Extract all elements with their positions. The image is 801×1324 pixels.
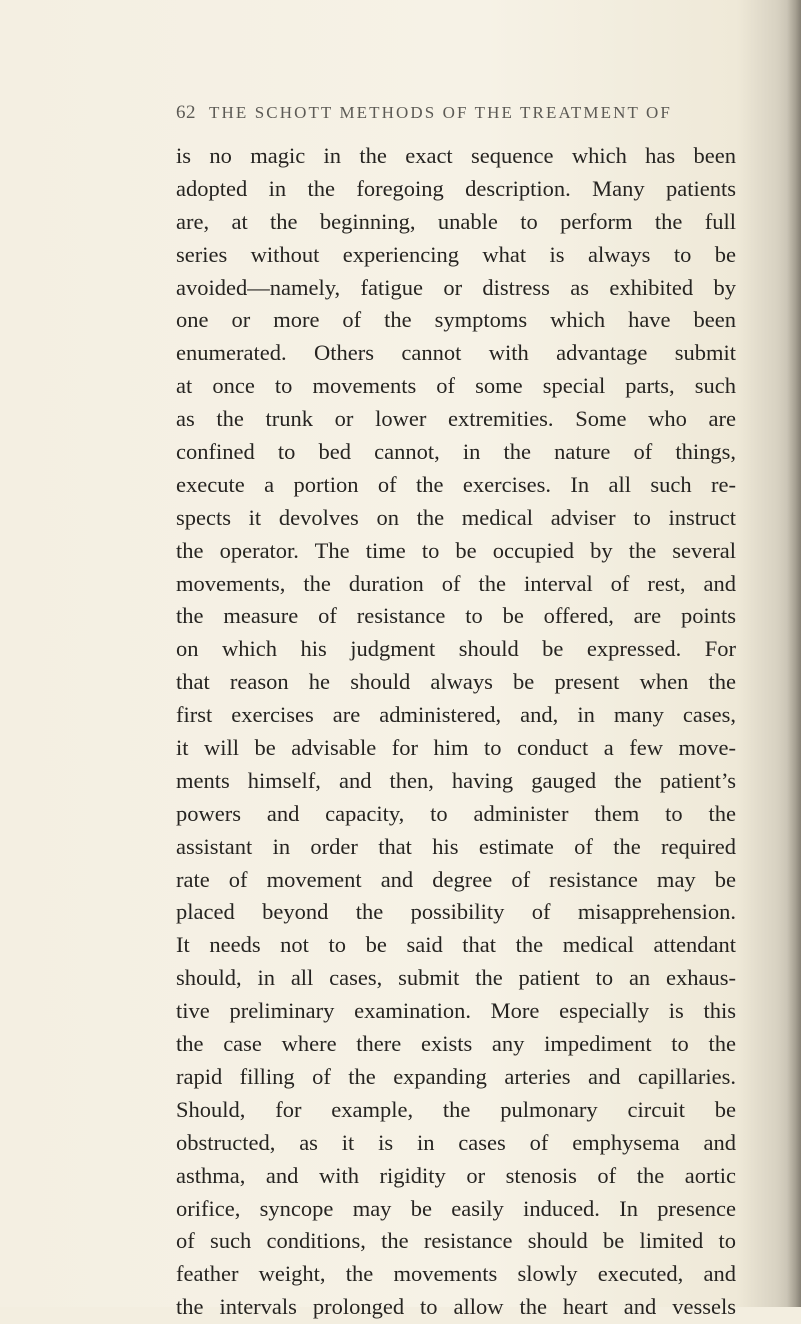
running-head-title: THE SCHOTT METHODS OF THE TREATMENT OF bbox=[209, 103, 672, 122]
text-line: the measure of resistance to be offered, are points bbox=[176, 603, 736, 629]
text-line: It needs not to be said that the medical attendant bbox=[176, 932, 736, 958]
text-line: rapid filling of the expanding arteries and capillaries. bbox=[176, 1063, 736, 1089]
text-line: as the trunk or lower extremities. Some who are bbox=[176, 406, 736, 432]
text-line: first exercises are administered, and, in many cases, bbox=[176, 702, 736, 728]
text-line: on which his judgment should be expressed. For bbox=[176, 636, 736, 662]
text-line: series without experiencing what is always to be bbox=[176, 241, 736, 267]
text-line: the intervals prolonged to allow the heart and vessels bbox=[176, 1294, 736, 1320]
text-line: obstructed, as it is in cases of emphysema and bbox=[176, 1129, 736, 1155]
text-line: at once to movements of some special parts, such bbox=[176, 373, 736, 399]
text-line: is no magic in the exact sequence which has been bbox=[176, 143, 736, 168]
text-line: feather weight, the movements slowly executed, and bbox=[176, 1261, 736, 1287]
text-line: movements, the duration of the interval of rest, and bbox=[176, 570, 736, 596]
text-line: one or more of the symptoms which have been bbox=[176, 307, 736, 333]
text-line: asthma, and with rigidity or stenosis of the aortic bbox=[176, 1162, 736, 1188]
text-line: are, at the beginning, unable to perform the full bbox=[176, 208, 736, 234]
text-line: of such conditions, the resistance should be limited to bbox=[176, 1228, 736, 1254]
text-line: Should, for example, the pulmonary circuit be bbox=[176, 1096, 736, 1122]
text-line: it will be advisable for him to conduct a few move- bbox=[176, 735, 736, 761]
text-line: tive preliminary examination. More especially is this bbox=[176, 998, 736, 1024]
text-line: ments himself, and then, having gauged the patient’s bbox=[176, 767, 736, 793]
page-edge-shadow bbox=[787, 0, 801, 1307]
text-line: powers and capacity, to administer them to the bbox=[176, 800, 736, 826]
text-line: avoided—namely, fatigue or distress as exhibited by bbox=[176, 274, 736, 300]
running-head bbox=[0, 102, 801, 132]
text-line: the operator. The time to be occupied by the several bbox=[176, 537, 736, 563]
text-line: adopted in the foregoing description. Many patients bbox=[176, 175, 736, 201]
text-line: confined to bed cannot, in the nature of things, bbox=[176, 439, 736, 465]
page-number: 62 bbox=[176, 102, 196, 123]
text-line: should, in all cases, submit the patient to an exhaus- bbox=[176, 965, 736, 991]
text-line: orifice, syncope may be easily induced. In presence bbox=[176, 1195, 736, 1221]
text-line: spects it devolves on the medical adviser to instruct bbox=[176, 504, 736, 530]
text-line: that reason he should always be present when the bbox=[176, 669, 736, 695]
text-line: enumerated. Others cannot with advantage submit bbox=[176, 340, 736, 366]
text-line: placed beyond the possibility of misapprehension. bbox=[176, 899, 736, 925]
body-text bbox=[176, 140, 736, 1324]
text-line: execute a portion of the exercises. In all such re- bbox=[176, 471, 736, 497]
text-line: assistant in order that his estimate of the required bbox=[176, 833, 736, 859]
text-line: the case where there exists any impediment to the bbox=[176, 1031, 736, 1057]
text-line: rate of movement and degree of resistance may be bbox=[176, 866, 736, 892]
